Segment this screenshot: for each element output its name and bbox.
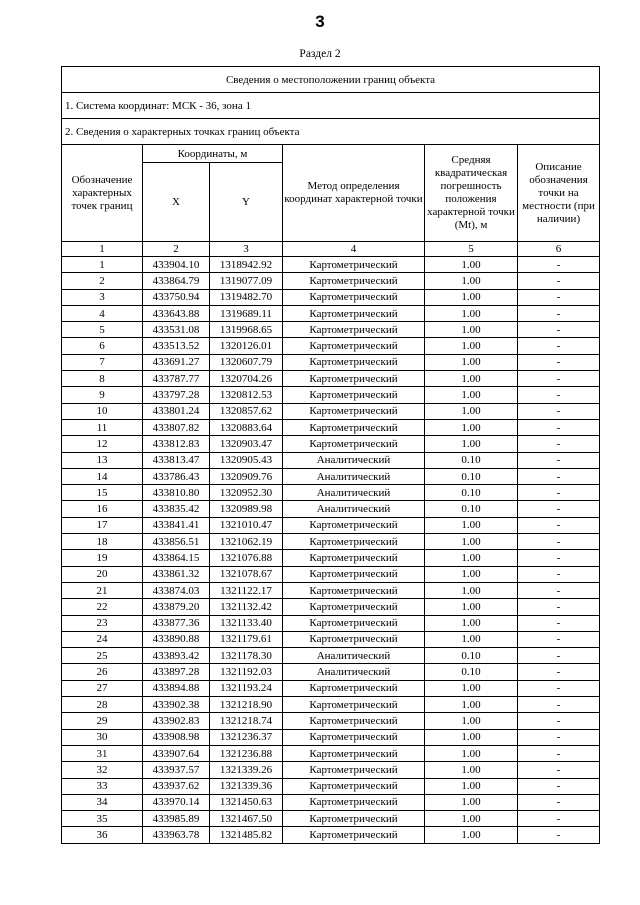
cell-coord-x: 433907.64 <box>143 745 210 761</box>
section-label: Раздел 2 <box>299 48 341 60</box>
cell-accuracy: 1.00 <box>425 729 518 745</box>
cell-description: - <box>518 289 600 305</box>
cell-point-number: 14 <box>62 468 143 484</box>
cell-point-number: 35 <box>62 811 143 827</box>
cell-coord-y: 1320905.43 <box>210 452 283 468</box>
table-row <box>62 631 600 647</box>
cell-point-number: 29 <box>62 713 143 729</box>
header-coordinates: Координаты, м <box>143 145 283 163</box>
table-row <box>62 713 600 729</box>
cell-accuracy: 1.00 <box>425 680 518 696</box>
cell-method: Картометрический <box>283 697 425 713</box>
cell-coord-x: 433786.43 <box>143 468 210 484</box>
cell-description: - <box>518 436 600 452</box>
cell-coord-y: 1320704.26 <box>210 371 283 387</box>
table-row <box>62 436 600 452</box>
cell-description: - <box>518 354 600 370</box>
cell-coord-y: 1319968.65 <box>210 322 283 338</box>
cell-method: Картометрический <box>283 745 425 761</box>
cell-coord-y: 1321010.47 <box>210 517 283 533</box>
cell-accuracy: 1.00 <box>425 778 518 794</box>
cell-method: Картометрический <box>283 273 425 289</box>
cell-coord-x: 433643.88 <box>143 305 210 321</box>
cell-point-number: 23 <box>62 615 143 631</box>
cell-description: - <box>518 778 600 794</box>
cell-coord-y: 1318942.92 <box>210 257 283 273</box>
cell-description: - <box>518 485 600 501</box>
cell-coord-x: 433897.28 <box>143 664 210 680</box>
cell-coord-y: 1321133.40 <box>210 615 283 631</box>
cell-coord-x: 433970.14 <box>143 794 210 810</box>
cell-coord-x: 433893.42 <box>143 648 210 664</box>
cell-point-number: 34 <box>62 794 143 810</box>
cell-accuracy: 1.00 <box>425 305 518 321</box>
cell-description: - <box>518 534 600 550</box>
cell-method: Картометрический <box>283 436 425 452</box>
cell-coord-x: 433937.57 <box>143 762 210 778</box>
cell-accuracy: 1.00 <box>425 371 518 387</box>
column-number: 3 <box>210 242 283 257</box>
points-heading: 2. Сведения о характерных точках границ объекта <box>62 119 600 145</box>
cell-method: Аналитический <box>283 648 425 664</box>
cell-description: - <box>518 338 600 354</box>
cell-coord-x: 433812.83 <box>143 436 210 452</box>
cell-coord-x: 433856.51 <box>143 534 210 550</box>
cell-point-number: 3 <box>62 289 143 305</box>
cell-accuracy: 0.10 <box>425 452 518 468</box>
cell-coord-x: 433864.79 <box>143 273 210 289</box>
table-row <box>62 729 600 745</box>
cell-accuracy: 1.00 <box>425 338 518 354</box>
cell-point-number: 18 <box>62 534 143 550</box>
table-row <box>62 794 600 810</box>
cell-coord-y: 1320607.79 <box>210 354 283 370</box>
cell-method: Картометрический <box>283 517 425 533</box>
cell-accuracy: 1.00 <box>425 436 518 452</box>
cell-coord-x: 433902.83 <box>143 713 210 729</box>
cell-coord-y: 1321179.61 <box>210 631 283 647</box>
cell-description: - <box>518 680 600 696</box>
cell-accuracy: 1.00 <box>425 631 518 647</box>
table-row <box>62 305 600 321</box>
table-row <box>62 517 600 533</box>
cell-method: Картометрический <box>283 338 425 354</box>
table-row <box>62 778 600 794</box>
cell-coord-x: 433894.88 <box>143 680 210 696</box>
cell-point-number: 27 <box>62 680 143 696</box>
cell-point-number: 13 <box>62 452 143 468</box>
table-title: Сведения о местоположении границ объекта <box>62 67 600 93</box>
column-number: 6 <box>518 242 600 257</box>
cell-method: Картометрический <box>283 599 425 615</box>
coordinate-system: 1. Система координат: МСК - 36, зона 1 <box>62 93 600 119</box>
cell-coord-y: 1319077.09 <box>210 273 283 289</box>
column-number: 1 <box>62 242 143 257</box>
table-row <box>62 485 600 501</box>
cell-accuracy: 1.00 <box>425 550 518 566</box>
cell-coord-x: 433864.15 <box>143 550 210 566</box>
cell-accuracy: 1.00 <box>425 289 518 305</box>
cell-coord-x: 433801.24 <box>143 403 210 419</box>
cell-description: - <box>518 387 600 403</box>
cell-point-number: 25 <box>62 648 143 664</box>
cell-coord-x: 433877.36 <box>143 615 210 631</box>
cell-description: - <box>518 697 600 713</box>
cell-point-number: 4 <box>62 305 143 321</box>
cell-coord-x: 433904.10 <box>143 257 210 273</box>
cell-accuracy: 1.00 <box>425 713 518 729</box>
table-row <box>62 501 600 517</box>
cell-point-number: 12 <box>62 436 143 452</box>
cell-method: Картометрический <box>283 827 425 843</box>
cell-point-number: 10 <box>62 403 143 419</box>
cell-coord-x: 433835.42 <box>143 501 210 517</box>
cell-description: - <box>518 631 600 647</box>
table-row <box>62 566 600 582</box>
cell-accuracy: 0.10 <box>425 485 518 501</box>
cell-description: - <box>518 468 600 484</box>
cell-point-number: 1 <box>62 257 143 273</box>
cell-method: Картометрический <box>283 387 425 403</box>
cell-method: Картометрический <box>283 811 425 827</box>
cell-method: Картометрический <box>283 371 425 387</box>
cell-method: Картометрический <box>283 289 425 305</box>
cell-accuracy: 1.00 <box>425 762 518 778</box>
table-row <box>62 257 600 273</box>
cell-description: - <box>518 599 600 615</box>
column-number: 5 <box>425 242 518 257</box>
cell-method: Картометрический <box>283 680 425 696</box>
cell-accuracy: 1.00 <box>425 697 518 713</box>
cell-accuracy: 0.10 <box>425 664 518 680</box>
table-row <box>62 289 600 305</box>
cell-coord-y: 1320903.47 <box>210 436 283 452</box>
cell-description: - <box>518 550 600 566</box>
cell-method: Аналитический <box>283 664 425 680</box>
cell-point-number: 32 <box>62 762 143 778</box>
cell-coord-y: 1320989.98 <box>210 501 283 517</box>
cell-accuracy: 1.00 <box>425 419 518 435</box>
cell-accuracy: 1.00 <box>425 794 518 810</box>
cell-coord-y: 1320857.62 <box>210 403 283 419</box>
cell-description: - <box>518 419 600 435</box>
cell-coord-y: 1321122.17 <box>210 582 283 598</box>
table-row <box>62 811 600 827</box>
cell-method: Аналитический <box>283 452 425 468</box>
cell-point-number: 20 <box>62 566 143 582</box>
table-row <box>62 338 600 354</box>
cell-accuracy: 1.00 <box>425 403 518 419</box>
cell-coord-y: 1320126.01 <box>210 338 283 354</box>
cell-point-number: 31 <box>62 745 143 761</box>
cell-description: - <box>518 582 600 598</box>
cell-description: - <box>518 811 600 827</box>
table-row <box>62 354 600 370</box>
table-row <box>62 582 600 598</box>
cell-accuracy: 1.00 <box>425 599 518 615</box>
cell-coord-x: 433890.88 <box>143 631 210 647</box>
cell-accuracy: 0.10 <box>425 501 518 517</box>
cell-coord-x: 433902.38 <box>143 697 210 713</box>
cell-method: Картометрический <box>283 403 425 419</box>
cell-description: - <box>518 257 600 273</box>
cell-point-number: 30 <box>62 729 143 745</box>
cell-method: Картометрический <box>283 419 425 435</box>
cell-coord-y: 1321485.82 <box>210 827 283 843</box>
cell-coord-x: 433691.27 <box>143 354 210 370</box>
cell-accuracy: 1.00 <box>425 582 518 598</box>
cell-accuracy: 1.00 <box>425 534 518 550</box>
table-row <box>62 452 600 468</box>
cell-description: - <box>518 371 600 387</box>
cell-coord-y: 1321178.30 <box>210 648 283 664</box>
cell-method: Картометрический <box>283 305 425 321</box>
cell-accuracy: 0.10 <box>425 648 518 664</box>
cell-description: - <box>518 794 600 810</box>
column-number: 4 <box>283 242 425 257</box>
page-number: 3 <box>315 12 325 31</box>
cell-coord-x: 433985.89 <box>143 811 210 827</box>
cell-point-number: 15 <box>62 485 143 501</box>
cell-point-number: 22 <box>62 599 143 615</box>
table-row <box>62 745 600 761</box>
cell-description: - <box>518 713 600 729</box>
table-row <box>62 827 600 843</box>
cell-point-number: 17 <box>62 517 143 533</box>
cell-accuracy: 1.00 <box>425 273 518 289</box>
cell-coord-x: 433937.62 <box>143 778 210 794</box>
table-row <box>62 615 600 631</box>
cell-coord-y: 1321193.24 <box>210 680 283 696</box>
cell-accuracy: 1.00 <box>425 811 518 827</box>
cell-coord-y: 1321339.26 <box>210 762 283 778</box>
cell-method: Аналитический <box>283 468 425 484</box>
cell-coord-x: 433797.28 <box>143 387 210 403</box>
table-row <box>62 387 600 403</box>
cell-accuracy: 1.00 <box>425 827 518 843</box>
cell-method: Картометрический <box>283 582 425 598</box>
cell-point-number: 28 <box>62 697 143 713</box>
cell-coord-y: 1319689.11 <box>210 305 283 321</box>
cell-point-number: 6 <box>62 338 143 354</box>
table-row <box>62 697 600 713</box>
header-method: Метод определения координат характерной точки <box>283 145 425 242</box>
cell-method: Картометрический <box>283 534 425 550</box>
header-y: Y <box>210 163 283 242</box>
cell-description: - <box>518 827 600 843</box>
cell-description: - <box>518 615 600 631</box>
cell-coord-y: 1321062.19 <box>210 534 283 550</box>
cell-point-number: 26 <box>62 664 143 680</box>
table-row <box>62 403 600 419</box>
cell-coord-y: 1321467.50 <box>210 811 283 827</box>
cell-description: - <box>518 322 600 338</box>
cell-coord-y: 1320909.76 <box>210 468 283 484</box>
cell-method: Картометрический <box>283 566 425 582</box>
cell-description: - <box>518 745 600 761</box>
cell-coord-x: 433874.03 <box>143 582 210 598</box>
cell-coord-y: 1320812.53 <box>210 387 283 403</box>
cell-coord-y: 1321076.88 <box>210 550 283 566</box>
cell-coord-y: 1321218.90 <box>210 697 283 713</box>
cell-accuracy: 1.00 <box>425 745 518 761</box>
cell-coord-y: 1320883.64 <box>210 419 283 435</box>
table-row <box>62 648 600 664</box>
cell-accuracy: 1.00 <box>425 257 518 273</box>
cell-accuracy: 1.00 <box>425 566 518 582</box>
cell-method: Картометрический <box>283 354 425 370</box>
table-row <box>62 322 600 338</box>
table-row <box>62 664 600 680</box>
table-row <box>62 468 600 484</box>
cell-description: - <box>518 501 600 517</box>
cell-coord-y: 1321078.67 <box>210 566 283 582</box>
cell-coord-y: 1321339.36 <box>210 778 283 794</box>
cell-coord-x: 433750.94 <box>143 289 210 305</box>
cell-description: - <box>518 305 600 321</box>
cell-point-number: 16 <box>62 501 143 517</box>
cell-coord-x: 433861.32 <box>143 566 210 582</box>
cell-accuracy: 0.10 <box>425 468 518 484</box>
cell-description: - <box>518 517 600 533</box>
cell-method: Аналитический <box>283 501 425 517</box>
cell-coord-x: 433787.77 <box>143 371 210 387</box>
cell-method: Картометрический <box>283 713 425 729</box>
cell-method: Картометрический <box>283 257 425 273</box>
cell-accuracy: 1.00 <box>425 387 518 403</box>
cell-coord-y: 1319482.70 <box>210 289 283 305</box>
header-description: Описание обозначения точки на местности (при наличии) <box>518 145 600 242</box>
cell-point-number: 33 <box>62 778 143 794</box>
cell-accuracy: 1.00 <box>425 615 518 631</box>
cell-method: Аналитический <box>283 485 425 501</box>
cell-coord-x: 433807.82 <box>143 419 210 435</box>
cell-description: - <box>518 452 600 468</box>
table-row <box>62 550 600 566</box>
cell-coord-y: 1320952.30 <box>210 485 283 501</box>
table-row <box>62 273 600 289</box>
cell-description: - <box>518 664 600 680</box>
cell-coord-y: 1321192.03 <box>210 664 283 680</box>
header-accuracy: Средняя квадратическая погрешность положения характерной точки (Mt), м <box>425 145 518 242</box>
cell-method: Картометрический <box>283 631 425 647</box>
cell-description: - <box>518 566 600 582</box>
cell-coord-x: 433879.20 <box>143 599 210 615</box>
cell-point-number: 21 <box>62 582 143 598</box>
cell-point-number: 9 <box>62 387 143 403</box>
table-row <box>62 762 600 778</box>
table-row <box>62 680 600 696</box>
cell-method: Картометрический <box>283 550 425 566</box>
cell-description: - <box>518 273 600 289</box>
cell-method: Картометрический <box>283 615 425 631</box>
table-body <box>62 257 600 844</box>
cell-coord-x: 433810.80 <box>143 485 210 501</box>
cell-coord-x: 433841.41 <box>143 517 210 533</box>
cell-method: Картометрический <box>283 794 425 810</box>
cell-method: Картометрический <box>283 762 425 778</box>
cell-description: - <box>518 403 600 419</box>
cell-method: Картометрический <box>283 322 425 338</box>
table-row <box>62 371 600 387</box>
cell-coord-y: 1321236.88 <box>210 745 283 761</box>
cell-point-number: 5 <box>62 322 143 338</box>
cell-coord-y: 1321218.74 <box>210 713 283 729</box>
cell-coord-x: 433908.98 <box>143 729 210 745</box>
cell-coord-x: 433963.78 <box>143 827 210 843</box>
cell-accuracy: 1.00 <box>425 354 518 370</box>
column-number: 2 <box>143 242 210 257</box>
table-row <box>62 599 600 615</box>
cell-coord-y: 1321236.37 <box>210 729 283 745</box>
header-designation: Обозначение характерных точек границ <box>62 145 143 242</box>
cell-coord-x: 433813.47 <box>143 452 210 468</box>
cell-accuracy: 1.00 <box>425 322 518 338</box>
cell-accuracy: 1.00 <box>425 517 518 533</box>
cell-point-number: 36 <box>62 827 143 843</box>
table-row <box>62 534 600 550</box>
cell-description: - <box>518 729 600 745</box>
cell-coord-x: 433513.52 <box>143 338 210 354</box>
table-row <box>62 419 600 435</box>
cell-point-number: 8 <box>62 371 143 387</box>
cell-point-number: 11 <box>62 419 143 435</box>
cell-point-number: 19 <box>62 550 143 566</box>
cell-point-number: 7 <box>62 354 143 370</box>
cell-coord-y: 1321450.63 <box>210 794 283 810</box>
cell-method: Картометрический <box>283 778 425 794</box>
cell-point-number: 2 <box>62 273 143 289</box>
cell-method: Картометрический <box>283 729 425 745</box>
cell-description: - <box>518 762 600 778</box>
cell-point-number: 24 <box>62 631 143 647</box>
cell-coord-x: 433531.08 <box>143 322 210 338</box>
header-x: X <box>143 163 210 242</box>
cell-coord-y: 1321132.42 <box>210 599 283 615</box>
cell-description: - <box>518 648 600 664</box>
boundary-points-table <box>61 66 600 844</box>
